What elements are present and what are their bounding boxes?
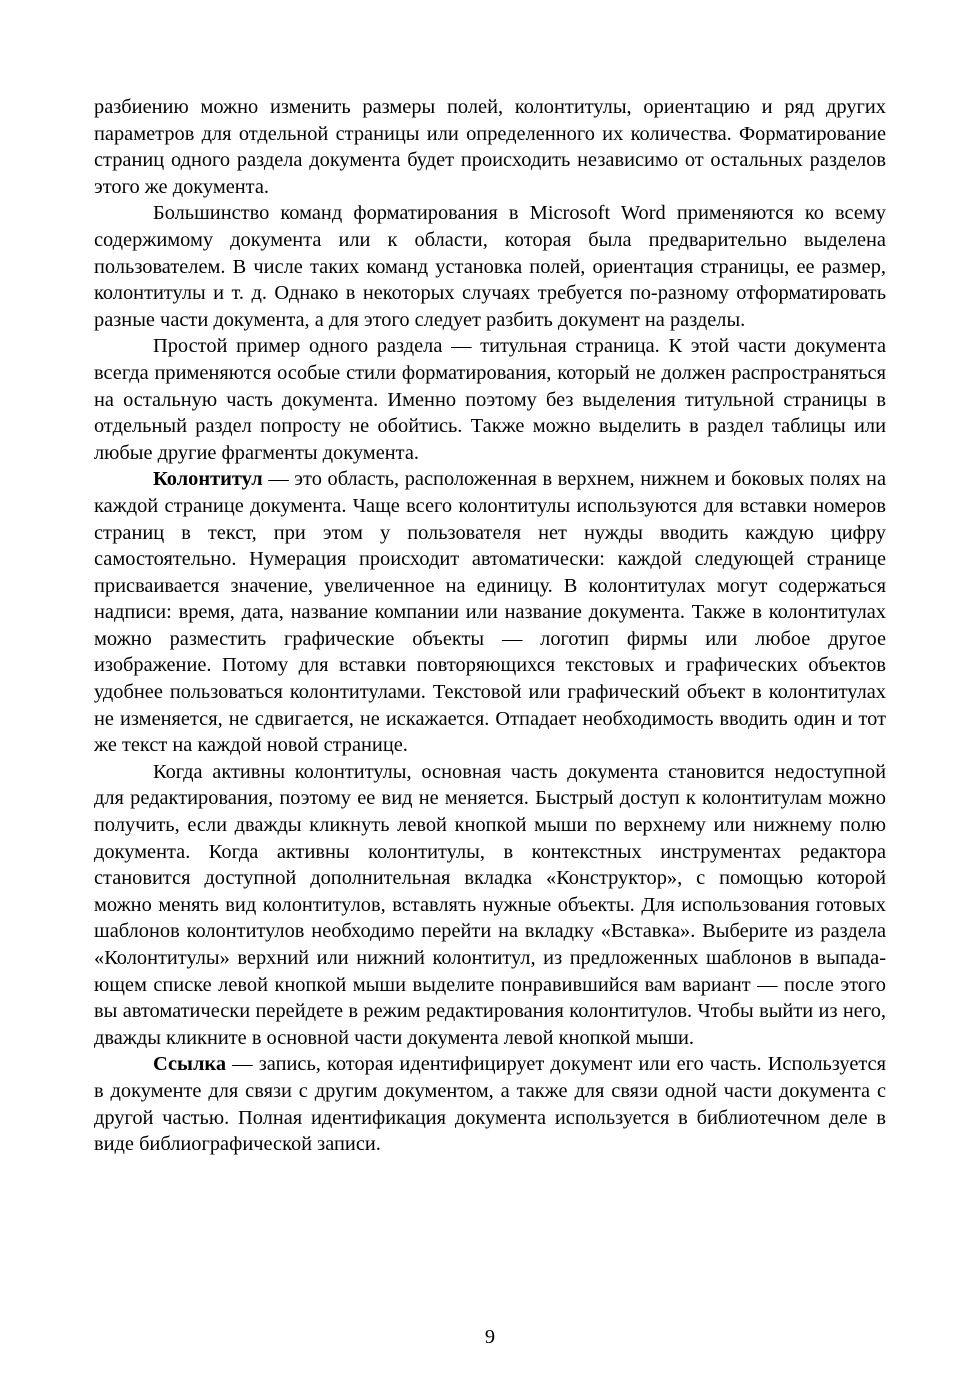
paragraph-text: разбиению можно изменить размеры полей, колонтитулы, ориентацию и ряд других параметров для отдельной страницы или определенного их количества. Форматирование страниц одного раздела документа будет происходить независимо от остальных разделов этого же документа. bbox=[94, 96, 886, 198]
paragraph-text: — это область, расположенная в верхнем, нижнем и боковых полях на каждой странице документа. Чаще всего колонтитулы используются для вставки номеров страниц в текст, при этом у пользователя нет нужды вводить каждую цифру самостоятельно. Нумерация происходит автоматически: каждой следующей странице присваивается значение, увеличенное на единицу. В колонтитулах могут содержаться надписи: время, дата, название компании или название документа. Также в колонтитулах можно разместить графические объекты — логотип фирмы или любое другое изображение. Потому для вставки повторяющихся текстовых и графических объектов удобнее пользоваться колонтитулами. Текстовой или графический объект в колонтитулах не изменяется, не сдвигается, не искажается. Отпадает необходимость вводить один и тот же текст на каждой новой странице. bbox=[94, 468, 886, 757]
term-link: Ссылка bbox=[153, 1053, 227, 1076]
paragraph-text: Большинство команд форматирования в Microsoft Word применяются ко всему содержимому документа или к области, которая была предварительно выделена пользователем. В числе таких команд установка полей, ориентация страницы, ее размер, колонтитулы и т. д. Однако в некоторых случаях требуется по-разному отформатировать разные части документа, а для этого следует разбить документ на разделы. bbox=[94, 202, 886, 331]
paragraph-text: Когда активны колонтитулы, основная часть документа становится недоступной для редактирования, поэтому ее вид не меняется. Быстрый доступ к колонтитулам можно получить, если дважды кликнуть левой кнопкой мыши по верхнему или нижнему полю документа. Когда активны колонтитулы, в контекстных инструментах редактора становится доступной дополнительная вкладка «Конструктор», с помощью которой можно менять вид колонтитулов, вставлять нужные объекты. Для использования готовых шаблонов колонтитулов необходимо перейти на вкладку «Вставка». Выберите из раздела «Колонтитулы» верхний или нижний колонтитул, из предложенных шаблонов в выпадающем списке левой кнопкой мыши выделите понравившийся вам вариант — после этого вы автоматически перейдете в режим редактирования колонтитулов. Чтобы выйти из него, дважды кликните в основной части документа левой кнопкой мыши. bbox=[94, 760, 886, 1049]
document-page bbox=[94, 94, 886, 1158]
paragraph-link-definition bbox=[94, 1051, 886, 1157]
term-header-footer: Колонтитул bbox=[153, 468, 263, 491]
paragraph-formatting-commands bbox=[94, 200, 886, 333]
paragraph-header-footer-editing bbox=[94, 759, 886, 1052]
page-number: 9 bbox=[484, 1326, 496, 1348]
paragraph-section-formatting bbox=[94, 94, 886, 200]
paragraph-header-footer-definition bbox=[94, 466, 886, 759]
paragraph-text: Простой пример одного раздела — титульная страница. К этой части документа всегда применяются особые стили форматирования, который не должен распространяться на остальную часть документа. Именно поэтому без выделения титульной страницы в отдельный раздел попросту не обойтись. Также можно выделить в раздел таблицы или любые другие фрагменты документа. bbox=[94, 335, 886, 464]
paragraph-text: — запись, которая идентифицирует документ или его часть. Используется в документе для связи с другим документом, а также для связи одной части документа с другой частью. Полная идентификация документа используется в библиотечном деле в виде библиографической записи. bbox=[94, 1053, 886, 1156]
paragraph-title-page-example bbox=[94, 333, 886, 466]
